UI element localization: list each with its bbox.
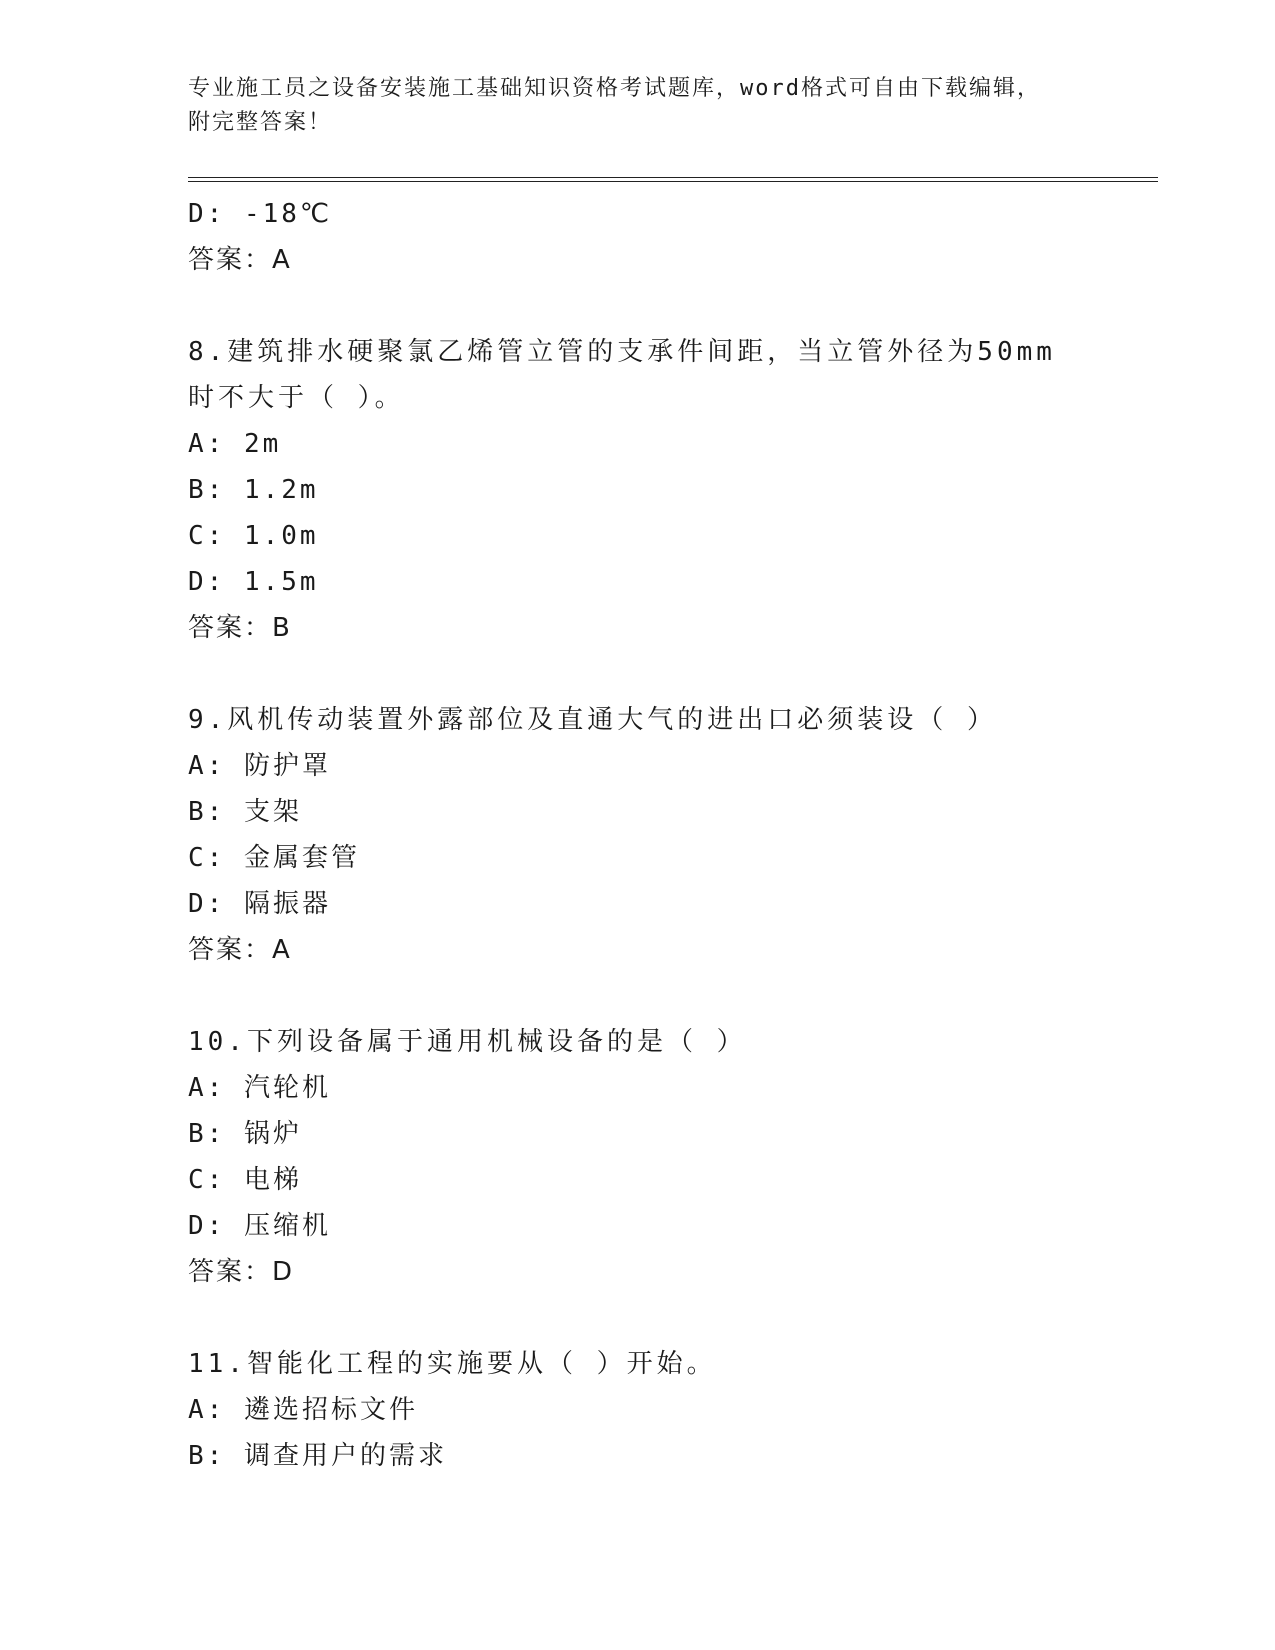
question-list xyxy=(188,191,1088,1479)
answer-line: 答案：B xyxy=(188,613,292,643)
answer-line: 答案：A xyxy=(188,935,292,965)
question-stem: 10.下列设备属于通用机械设备的是（ ） xyxy=(188,1027,747,1057)
option-c: C: 金属套管 xyxy=(188,843,360,873)
option-d: D: 压缩机 xyxy=(188,1211,331,1241)
spacer xyxy=(188,283,1088,329)
option-d: D: 隔振器 xyxy=(188,889,331,919)
option-a: A: 防护罩 xyxy=(188,751,331,781)
page-header-title: 专业施工员之设备安装施工基础知识资格考试题库，word格式可自由下载编辑， 附完整答案！ xyxy=(188,76,1041,135)
option-a: A: 遴选招标文件 xyxy=(188,1395,418,1425)
question-stem: 11.智能化工程的实施要从（ ）开始。 xyxy=(188,1349,717,1379)
option-b: B: 支架 xyxy=(188,797,302,827)
option-a: A: 汽轮机 xyxy=(188,1073,331,1103)
question-9 xyxy=(188,697,1088,973)
spacer xyxy=(188,1295,1088,1341)
header-divider-bottom xyxy=(188,181,1158,182)
question-stem: 9.风机传动装置外露部位及直通大气的进出口必须装设（ ） xyxy=(188,705,997,735)
spacer xyxy=(188,651,1088,697)
spacer xyxy=(188,973,1088,1019)
option-b: B: 锅炉 xyxy=(188,1119,302,1149)
question-11 xyxy=(188,1341,1088,1479)
option-b: B: 调查用户的需求 xyxy=(188,1441,447,1471)
header-divider-top xyxy=(188,177,1158,178)
answer-line: 答案：D xyxy=(188,1257,295,1287)
option-b: B: 1.2m xyxy=(188,475,319,505)
option-d: D: 1.5m xyxy=(188,567,319,597)
question-8 xyxy=(188,329,1088,651)
option-d: D: -18℃ xyxy=(188,199,333,229)
option-c: C: 1.0m xyxy=(188,521,319,551)
answer-line: 答案：A xyxy=(188,245,292,275)
question-stem: 8.建筑排水硬聚氯乙烯管立管的支承件间距，当立管外径为50mm时不大于（ ）。 xyxy=(188,337,1056,413)
option-c: C: 电梯 xyxy=(188,1165,302,1195)
option-a: A: 2m xyxy=(188,429,282,459)
question-10 xyxy=(188,1019,1088,1295)
